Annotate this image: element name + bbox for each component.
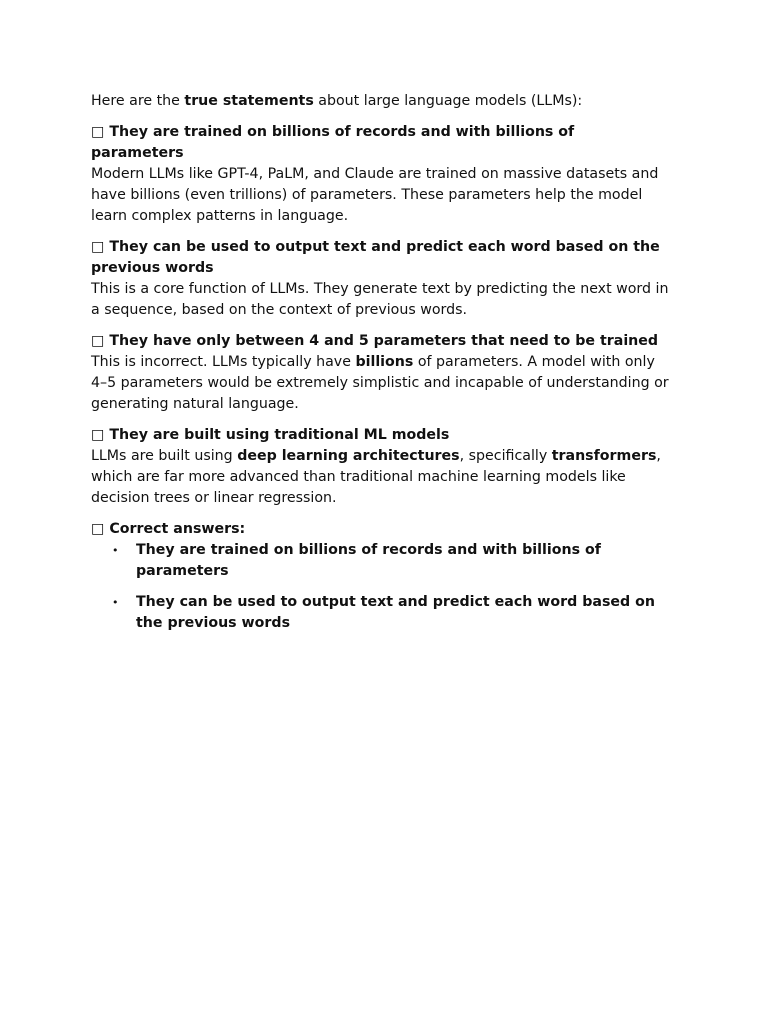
statement-title	[91, 237, 671, 279]
answer-text: They can be used to output text and predict each word based on the previous words	[136, 594, 655, 631]
statement-title-text: They are built using traditional ML models	[109, 427, 450, 443]
intro-paragraph	[91, 91, 671, 112]
answer-item	[112, 540, 671, 582]
intro-text-before: Here are the	[91, 93, 185, 109]
statement-body-text: LLMs are built using	[91, 448, 238, 464]
statement-body	[91, 279, 671, 321]
statement-body-bold: billions	[355, 354, 414, 370]
statement-body-text: of parameters. A model with only 4–5 parameters would be extremely simplistic and incapable of understanding or generating natural language.	[91, 354, 669, 412]
statement-body-bold: transformers	[551, 448, 657, 464]
statement-1	[91, 122, 671, 227]
statement-list	[91, 122, 671, 509]
answers-heading	[91, 519, 671, 540]
document-page	[91, 91, 671, 644]
answers-heading-text: Correct answers:	[109, 521, 246, 537]
statement-body-text: , specifically	[459, 448, 552, 464]
statement-body	[91, 164, 671, 227]
statement-2	[91, 237, 671, 321]
statement-marker-icon: □	[91, 333, 105, 349]
bullet-icon: •	[112, 596, 119, 609]
answer-text: They are trained on billions of records and with billions of parameters	[136, 542, 601, 579]
answers-list	[91, 540, 671, 634]
statement-body-text: This is incorrect. LLMs typically have	[91, 354, 356, 370]
statement-title-text: They have only between 4 and 5 parameters that need to be trained	[109, 333, 659, 349]
statement-body	[91, 352, 671, 415]
statement-body-text: Modern LLMs like GPT-4, PaLM, and Claude are trained on massive datasets and have billions (even trillions) of parameters. These parameters help the model learn complex patterns in language.	[91, 166, 659, 224]
statement-marker-icon: □	[91, 124, 105, 140]
statement-body-text: , which are far more advanced than traditional machine learning models like decision trees or linear regression.	[91, 448, 661, 506]
statement-body-text: This is a core function of LLMs. They generate text by predicting the next word in a sequence, based on the context of previous words.	[91, 281, 669, 318]
bullet-icon: •	[112, 544, 119, 557]
statement-4	[91, 425, 671, 509]
answers-marker-icon: □	[91, 521, 105, 537]
statement-title-text: They can be used to output text and predict each word based on the previous words	[91, 239, 660, 276]
statement-title-text: They are trained on billions of records and with billions of parameters	[91, 124, 575, 161]
answer-item	[112, 592, 671, 634]
intro-text-bold: true statements	[184, 93, 314, 109]
statement-3	[91, 331, 671, 415]
statement-body	[91, 446, 671, 509]
statement-marker-icon: □	[91, 239, 105, 255]
statement-title	[91, 425, 671, 446]
intro-text-after: about large language models (LLMs):	[313, 93, 583, 109]
statement-title	[91, 122, 671, 164]
statement-title	[91, 331, 671, 352]
statement-marker-icon: □	[91, 427, 105, 443]
statement-body-bold: deep learning architectures	[237, 448, 460, 464]
